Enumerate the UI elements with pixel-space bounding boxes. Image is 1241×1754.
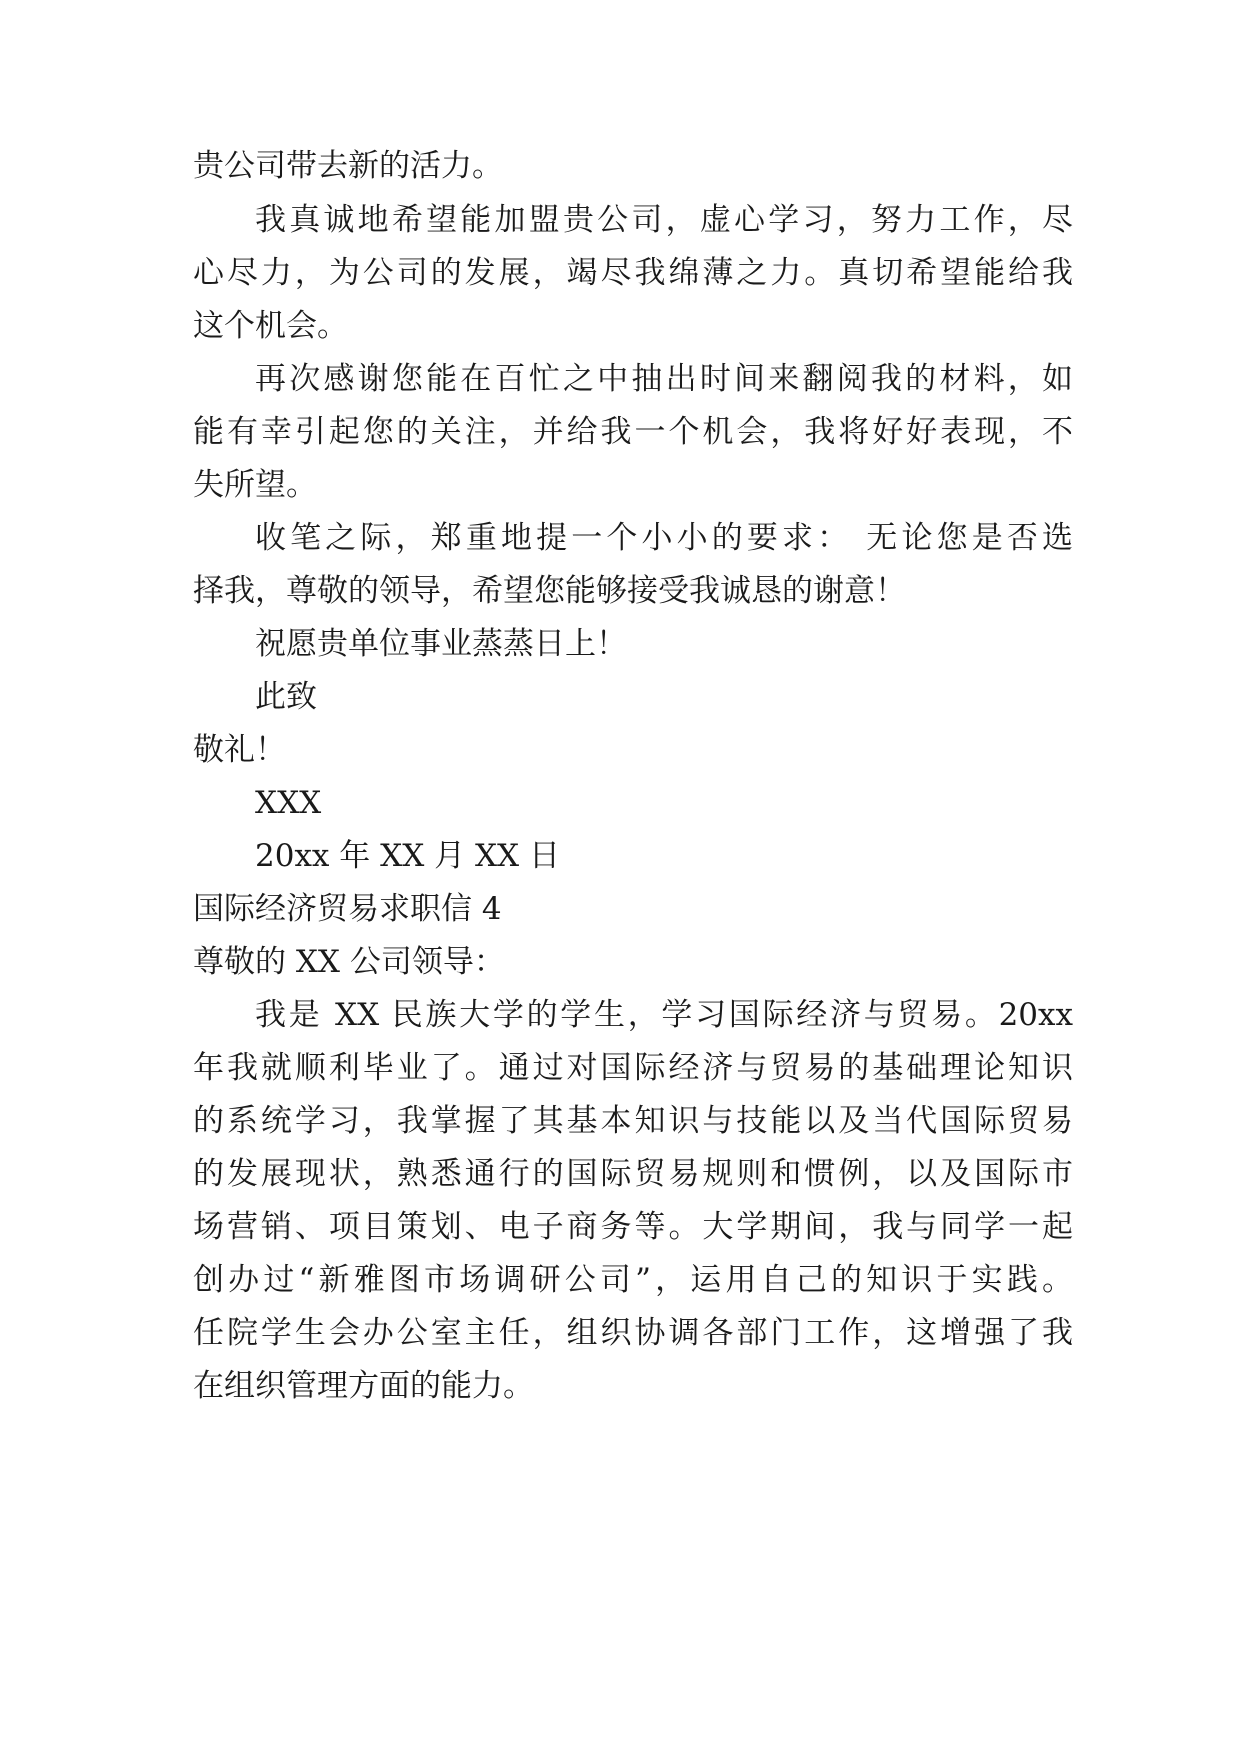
signature-date: 20xx 年 XX 月 XX 日 bbox=[255, 838, 560, 874]
paragraph-line: 这个机会。 bbox=[193, 308, 348, 344]
closing-salutation: 此致 bbox=[255, 679, 317, 715]
paragraph-line: 心尽力，为公司的发展，竭尽我绵薄之力。真切希望能给我 bbox=[193, 255, 1073, 291]
paragraph-line: 收笔之际，郑重地提一个小小的要求： 无论您是否选 bbox=[255, 520, 1073, 556]
signature-name: XXX bbox=[255, 785, 322, 821]
paragraph-line: 我是 XX 民族大学的学生，学习国际经济与贸易。20xx bbox=[255, 997, 1073, 1033]
paragraph-line: 场营销、项目策划、电子商务等。大学期间，我与同学一起 bbox=[193, 1209, 1073, 1245]
paragraph-line: 在组织管理方面的能力。 bbox=[193, 1368, 534, 1404]
letter-greeting: 尊敬的 XX 公司领导： bbox=[193, 944, 505, 980]
paragraph-line: 我真诚地希望能加盟贵公司，虚心学习，努力工作，尽 bbox=[255, 202, 1073, 238]
paragraph-line: 的系统学习，我掌握了其基本知识与技能以及当代国际贸易 bbox=[193, 1103, 1073, 1139]
paragraph-line: 年我就顺利毕业了。通过对国际经济与贸易的基础理论知识 bbox=[193, 1050, 1073, 1086]
section-title: 国际经济贸易求职信 4 bbox=[193, 891, 502, 927]
paragraph-line: 能有幸引起您的关注，并给我一个机会，我将好好表现，不 bbox=[193, 414, 1073, 450]
paragraph-line: 任院学生会办公室主任，组织协调各部门工作，这增强了我 bbox=[193, 1315, 1073, 1351]
paragraph-line: 失所望。 bbox=[193, 467, 317, 503]
paragraph-line: 择我，尊敬的领导，希望您能够接受我诚恳的谢意！ bbox=[193, 573, 906, 609]
paragraph-line: 创办过“新雅图市场调研公司”，运用自己的知识于实践。 bbox=[193, 1262, 1073, 1298]
closing-wish: 祝愿贵单位事业蒸蒸日上！ bbox=[255, 626, 627, 662]
paragraph-line: 再次感谢您能在百忙之中抽出时间来翻阅我的材料，如 bbox=[255, 361, 1073, 397]
paragraph-line: 的发展现状，熟悉通行的国际贸易规则和惯例，以及国际市 bbox=[193, 1156, 1073, 1192]
text-line: 贵公司带去新的活力。 bbox=[193, 148, 503, 184]
closing-regards: 敬礼！ bbox=[193, 732, 286, 768]
